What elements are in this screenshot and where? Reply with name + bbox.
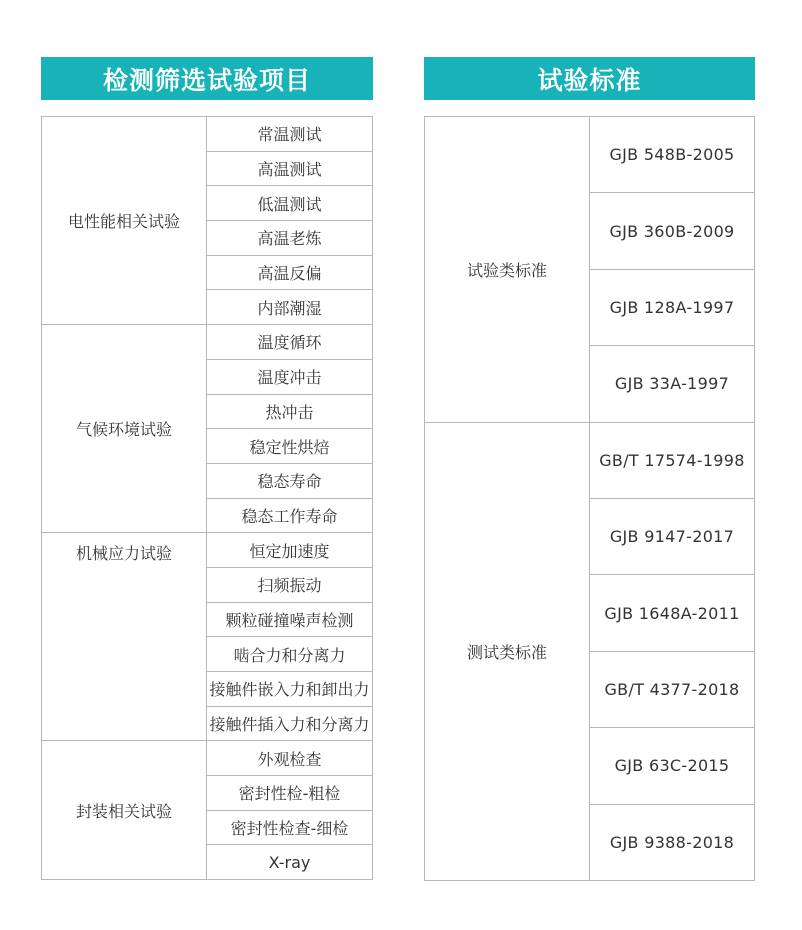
item-cell: 啮合力和分离力 — [207, 637, 373, 672]
item-cell: 内部潮湿 — [207, 290, 373, 325]
item-cell: 恒定加速度 — [207, 533, 373, 568]
test-standards-table — [424, 116, 755, 881]
standard-cell: GJB 33A-1997 — [590, 346, 755, 422]
item-cell: 高温测试 — [207, 151, 373, 186]
item-cell: 温度循环 — [207, 325, 373, 360]
standard-cell: GJB 9147-2017 — [590, 498, 755, 574]
item-cell: 温度冲击 — [207, 359, 373, 394]
category-cell: 封装相关试验 — [42, 741, 207, 880]
category-cell: 试验类标准 — [425, 117, 590, 423]
item-cell: 颗粒碰撞噪声检测 — [207, 602, 373, 637]
table-row — [42, 741, 373, 776]
test-items-header — [41, 57, 373, 100]
test-standards-header — [424, 57, 755, 100]
item-cell: 稳态工作寿命 — [207, 498, 373, 533]
table-row — [42, 533, 373, 568]
item-cell: X-ray — [207, 845, 373, 880]
item-cell: 密封性检查-细检 — [207, 810, 373, 845]
item-cell: 接触件插入力和分离力 — [207, 706, 373, 741]
test-standards-title: 试验标准 — [537, 65, 642, 95]
test-items-title: 检测筛选试验项目 — [102, 65, 311, 95]
table-row — [425, 117, 755, 193]
item-cell: 高温反偏 — [207, 255, 373, 290]
table-row — [425, 422, 755, 498]
standard-cell: GJB 128A-1997 — [590, 269, 755, 345]
standard-cell: GB/T 4377-2018 — [590, 651, 755, 727]
category-cell: 测试类标准 — [425, 422, 590, 880]
table-row — [42, 117, 373, 152]
test-items-table — [41, 116, 373, 880]
item-cell: 外观检查 — [207, 741, 373, 776]
item-cell: 扫频振动 — [207, 567, 373, 602]
standard-cell: GJB 548B-2005 — [590, 117, 755, 193]
item-cell: 接触件嵌入力和卸出力 — [207, 672, 373, 707]
standard-cell: GJB 63C-2015 — [590, 728, 755, 804]
standard-cell: GJB 360B-2009 — [590, 193, 755, 269]
category-cell: 气候环境试验 — [42, 325, 207, 533]
standard-cell: GJB 9388-2018 — [590, 804, 755, 880]
table-row — [42, 325, 373, 360]
item-cell: 密封性检-粗检 — [207, 776, 373, 811]
item-cell: 低温测试 — [207, 186, 373, 221]
item-cell: 稳态寿命 — [207, 463, 373, 498]
item-cell: 高温老炼 — [207, 221, 373, 256]
item-cell: 热冲击 — [207, 394, 373, 429]
item-cell: 常温测试 — [207, 117, 373, 152]
item-cell: 稳定性烘焙 — [207, 429, 373, 464]
standard-cell: GB/T 17574-1998 — [590, 422, 755, 498]
category-cell: 电性能相关试验 — [42, 117, 207, 325]
category-cell: 机械应力试验 — [42, 533, 207, 741]
standard-cell: GJB 1648A-2011 — [590, 575, 755, 651]
